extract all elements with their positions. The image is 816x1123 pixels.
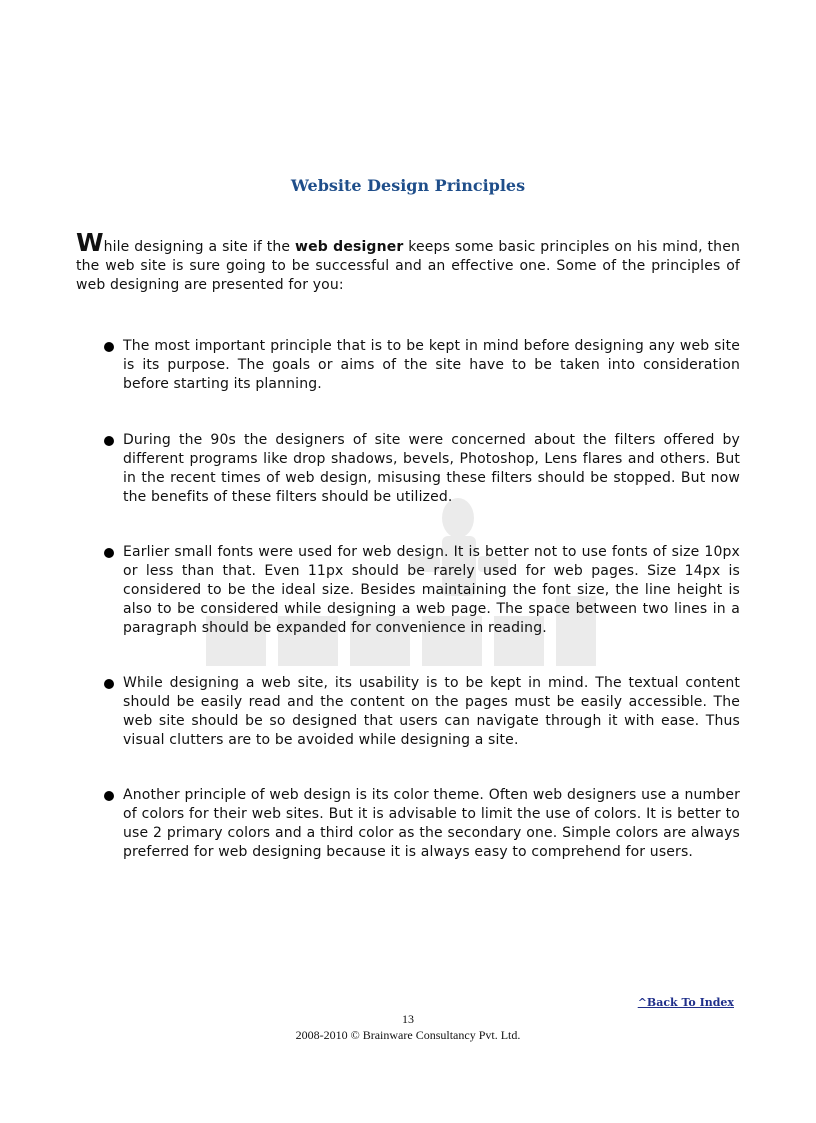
intro-rest-text: keeps some basic principles on his mind, then the web site is sure going to be successful and an effective one. Some of the principles of web designing are presented for you: — [76, 239, 740, 293]
page-number: 13 — [402, 1012, 414, 1026]
bullet-item — [123, 786, 740, 862]
bullet-dot-icon — [104, 342, 114, 352]
bullet-dot-icon — [104, 791, 114, 801]
bullet-item — [123, 543, 740, 638]
bullet-item — [123, 337, 740, 394]
bullet-dot-icon — [104, 436, 114, 446]
intro-paragraph — [76, 228, 740, 295]
intro-bold-text: web designer — [295, 239, 404, 255]
dropcap-letter: W — [76, 228, 104, 257]
bullet-text: During the 90s the designers of site were concerned about the filters offered by different programs like drop shadows, bevels, Photoshop, Lens flares and others. But in the recent times of web design, misusing these filters should be stopped. But now the benefits of these filters should be utilized. — [123, 432, 740, 505]
copyright-text: 2008-2010 © Brainware Consultancy Pvt. Ltd. — [295, 1028, 521, 1042]
bullet-text: The most important principle that is to be kept in mind before designing any web site is its purpose. The goals or aims of the site have to be taken into consideration before starting its planning. — [123, 338, 740, 392]
intro-lead-text: hile designing a site if the — [103, 239, 296, 255]
bullet-text: While designing a web site, its usability is to be kept in mind. The textual content should be easily read and the content on the pages must be easily accessible. The web site should be so designed that users can navigate through it with ease. Thus visual clutters are to be avoided while designing a site. — [123, 675, 740, 748]
bullet-item — [123, 431, 740, 507]
bullet-text: Earlier small fonts were used for web design. It is better not to use fonts of size 10px or less than that. Even 11px should be rarely used for web pages. Size 14px is considered to be the ideal size. Besides maintaining the font size, the line height is also to be considered while designing a web page. The space between two lines in a paragraph should be expanded for convenience in reading. — [123, 544, 740, 636]
bullet-text: Another principle of web design is its color theme. Often web designers use a number of colors for their web sites. But it is advisable to limit the use of colors. It is better to use 2 primary colors and a third color as the secondary one. Simple colors are always preferred for web designing because it is always easy to comprehend for users. — [123, 787, 740, 860]
bullet-dot-icon — [104, 679, 114, 689]
bullet-dot-icon — [104, 548, 114, 558]
bullet-item — [123, 674, 740, 750]
page-title: Website Design Principles — [290, 176, 526, 195]
back-to-index-link[interactable]: ^Back To Index — [637, 996, 734, 1009]
